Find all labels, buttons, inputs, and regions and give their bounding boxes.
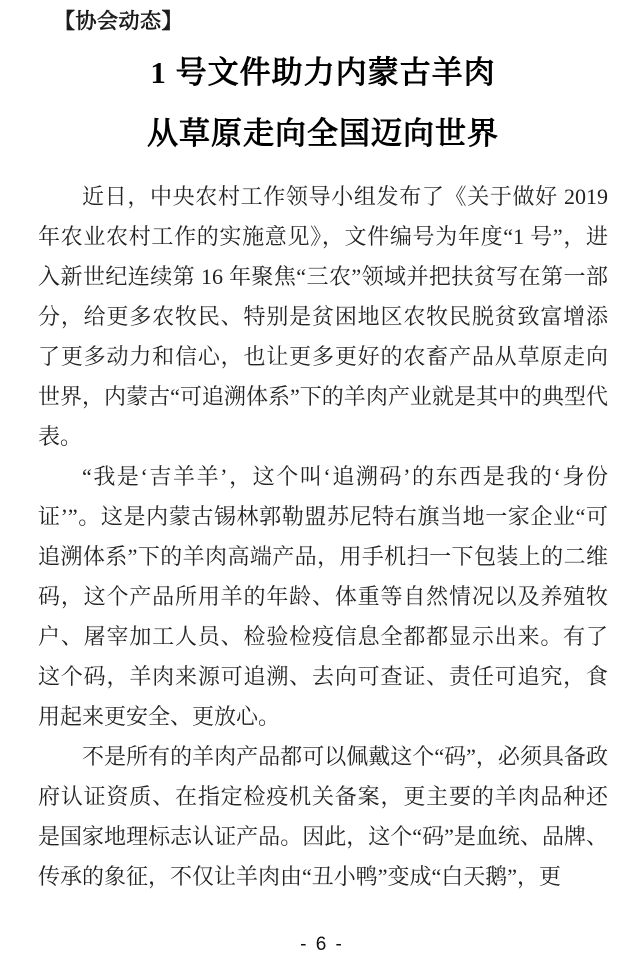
paragraph-1: 近日，中央农村工作领导小组发布了《关于做好 2019 年农业农村工作的实施意见》，文件编号为年度“1 号”，进入新世纪连续第 16 年聚焦“三农”领域并把扶贫写在第一部分，给更多农牧民、特别是贫困地区农牧民脱贫致富增添了更多动力和信心，也让更多更好的农畜产品从草原走向世界，内蒙古“可追溯体系”下的羊肉产业就是其中的典型代表。 [38,184,608,449]
document-body [38,177,608,897]
page-number: - 6 - [300,934,344,955]
document-title-line-2: 从草原走向全国迈向世界 [147,116,499,151]
document-title [38,42,608,164]
section-tag: 【协会动态】 [54,10,183,33]
paragraph-3: 不是所有的羊肉产品都可以佩戴这个“码”，必须具备政府认证资质、在指定检疫机关备案，更主要的羊肉品种还是国家地理标志认证产品。因此，这个“码”是血统、品牌、传承的象征，不仅让羊肉由“丑小鸭”变成“白天鹅”，更 [38,744,608,889]
document-title-line-1: 1 号文件助力内蒙古羊肉 [150,55,496,90]
paragraph-2: “我是‘吉羊羊’，这个叫‘追溯码’的东西是我的‘身份证’”。这是内蒙古锡林郭勒盟苏尼特右旗当地一家企业“可追溯体系”下的羊肉高端产品，用手机扫一下包装上的二维码，这个产品所用羊的年龄、体重等自然情况以及养殖牧户、屠宰加工人员、检验检疫信息全都都显示出来。有了这个码，羊肉来源可追溯、去向可查证、责任可追究，食用起来更安全、更放心。 [38,464,608,729]
